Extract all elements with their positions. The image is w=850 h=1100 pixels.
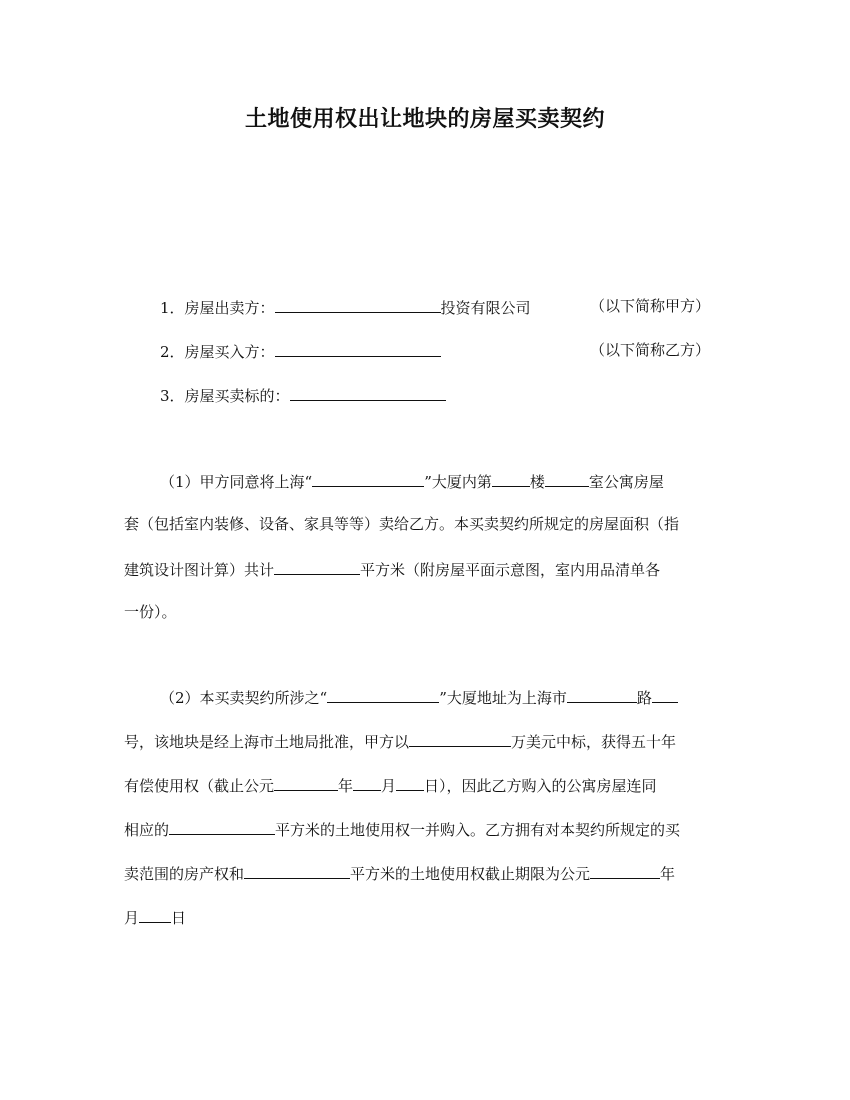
clause-2-text-e: 万美元中标，获得五十年 (511, 733, 677, 751)
term-year-blank[interactable] (590, 862, 660, 879)
clause-1-text-f: 平方米（附房屋平面示意图，室内用品清单各 (360, 561, 661, 579)
clause-2-text-k: 平方米的土地使用权一并购入。乙方拥有对本契约所规定的买 (275, 821, 681, 839)
clause-1-text-c: 楼 (529, 473, 545, 491)
land-area-blank[interactable] (169, 818, 275, 835)
expiry-year-blank[interactable] (274, 774, 338, 791)
clause-2-line-6 (124, 906, 186, 928)
clause-1-text-d: 室公寓房屋 (588, 473, 664, 491)
clause-2-text-f: 有偿使用权（截止公元 (124, 777, 275, 795)
item-seller-note: （以下简称甲方） (590, 297, 711, 315)
clause-2-text-h: 月 (381, 777, 397, 795)
item-buyer-note: （以下简称乙方） (590, 341, 711, 359)
item-seller-label: 1．房屋出卖方： (160, 299, 275, 317)
area-blank[interactable] (274, 558, 360, 575)
clause-2-text-b: ”大厦地址为上海市 (439, 689, 567, 707)
clause-1-line-1 (160, 470, 664, 492)
item-seller (160, 296, 531, 318)
item-buyer (160, 340, 441, 362)
building-name-blank-2[interactable] (327, 686, 439, 703)
clause-2-line-1 (160, 686, 678, 708)
clause-1-line-4: 一份）。 (124, 603, 177, 621)
item-seller-suffix: 投资有限公司 (440, 299, 531, 317)
clause-1-text-e: 建筑设计图计算）共计 (124, 561, 275, 579)
clause-2-line-5 (124, 862, 675, 884)
road-blank[interactable] (567, 686, 637, 703)
clause-1-text-b: ”大厦内第 (424, 473, 492, 491)
clause-2-text-g: 年 (338, 777, 354, 795)
document-title: 土地使用权出让地块的房屋买卖契约 (244, 107, 605, 132)
clause-2-line-4 (124, 818, 680, 840)
clause-1-line-2: 套（包括室内装修、设备、家具等等）卖给乙方。本买卖契约所规定的房屋面积（指 (124, 515, 680, 533)
building-name-blank[interactable] (312, 470, 424, 487)
clause-1-line-3 (124, 558, 660, 580)
item-buyer-label: 2．房屋买入方： (160, 343, 275, 361)
subject-blank[interactable] (290, 384, 446, 401)
clause-2-text-a: （2）本买卖契约所涉之“ (160, 689, 328, 707)
seller-name-blank[interactable] (275, 296, 441, 313)
buyer-name-blank[interactable] (275, 340, 441, 357)
clause-2-line-2 (124, 730, 676, 752)
bid-amount-blank[interactable] (409, 730, 511, 747)
floor-blank[interactable] (492, 470, 530, 487)
land-area-blank-2[interactable] (244, 862, 350, 879)
expiry-month-blank[interactable] (353, 774, 381, 791)
clause-2-text-o: 月 (124, 909, 140, 927)
expiry-day-blank[interactable] (396, 774, 424, 791)
clause-2-text-m: 平方米的土地使用权截止期限为公元 (350, 865, 591, 883)
item-subject (160, 384, 446, 406)
clause-2-text-p: 日 (171, 909, 187, 927)
clause-2-text-c: 路 (636, 689, 652, 707)
clause-2-text-n: 年 (660, 865, 676, 883)
number-blank[interactable] (652, 686, 678, 703)
clause-2-line-3 (124, 774, 657, 796)
clause-2-text-d: 号，该地块是经上海市土地局批准，甲方以 (124, 733, 410, 751)
item-subject-label: 3．房屋买卖标的： (160, 387, 290, 405)
clause-2-text-j: 相应的 (124, 821, 170, 839)
clause-2-text-i: 日），因此乙方购入的公寓房屋连同 (424, 777, 657, 795)
room-blank[interactable] (545, 470, 589, 487)
clause-1-text-a: （1）甲方同意将上海“ (160, 473, 313, 491)
clause-2-text-l: 卖范围的房产权和 (124, 865, 245, 883)
term-month-blank[interactable] (139, 906, 171, 923)
